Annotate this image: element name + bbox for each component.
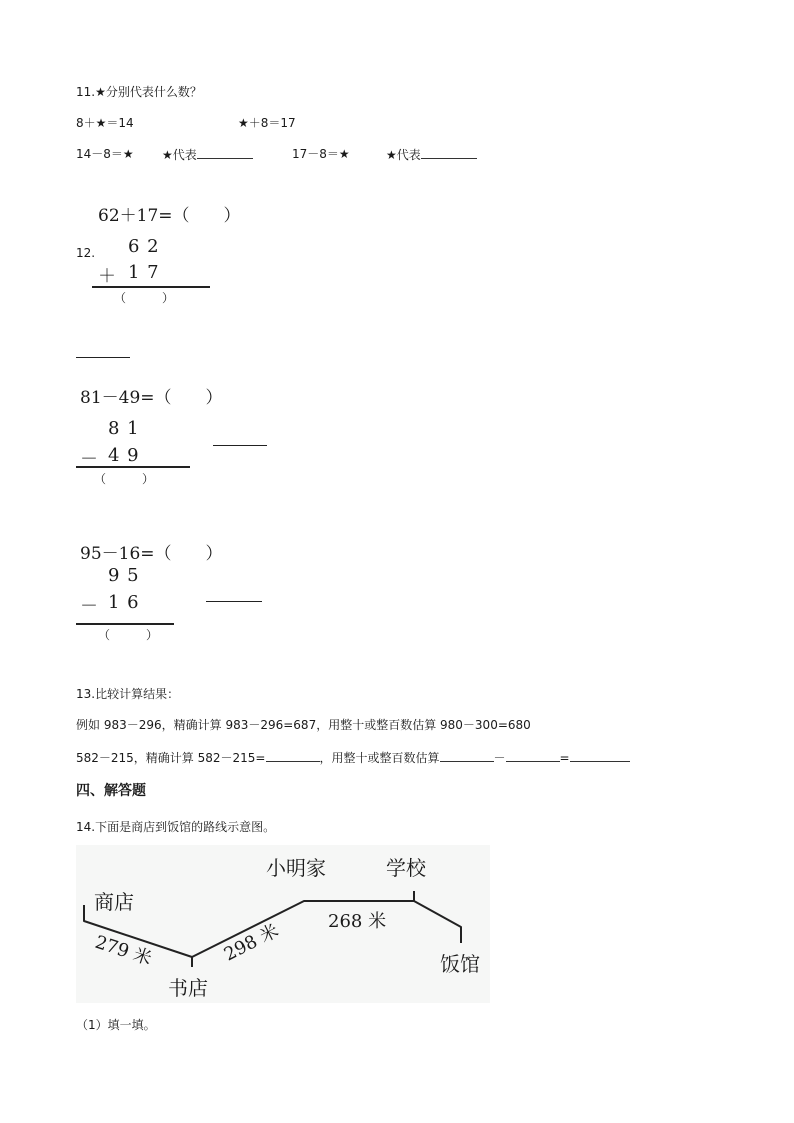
q13-exact-blank[interactable] xyxy=(266,749,320,762)
route-map-drawing xyxy=(76,845,490,1003)
q12c-operator: － xyxy=(80,596,99,617)
q12b-result-bracket: （ ） xyxy=(94,472,155,486)
q12a-operator: ＋ xyxy=(98,266,117,287)
q11-title: 11.★分别代表什么数？ xyxy=(76,85,202,99)
q11-eq3: 14－8＝★ xyxy=(76,147,134,161)
q13-estimate-result-blank[interactable] xyxy=(570,749,630,762)
distance-bookstore-home: 298 米 xyxy=(220,920,283,966)
q13-minus-sign: － xyxy=(493,751,506,765)
q12a-expression: 62＋17=（ ） xyxy=(98,206,241,226)
q12a-bottom-digits: 1 7 xyxy=(128,262,160,283)
q12b-expression: 81－49=（ ） xyxy=(80,388,223,408)
q13-exercise-text-b: ，用整十或整百数估算 xyxy=(319,751,440,765)
q11-eq3-label: ★代表 xyxy=(162,148,197,162)
q12a-answer-blank[interactable] xyxy=(76,357,130,358)
q12c-difference-line xyxy=(76,623,174,625)
shop-label: 商店 xyxy=(94,890,134,914)
q12a-result-bracket: （ ） xyxy=(114,291,175,305)
q13-estimate-blank-1[interactable] xyxy=(440,749,494,762)
q12c-expression: 95－16=（ ） xyxy=(80,544,223,564)
distance-shop-bookstore: 279 米 xyxy=(92,931,155,970)
route-map xyxy=(76,845,490,1003)
q11-eq4-blank[interactable] xyxy=(421,146,477,159)
q11-eq1: 8＋★＝14 xyxy=(76,116,134,130)
q12b-answer-blank[interactable] xyxy=(213,445,267,446)
q12-number: 12. xyxy=(76,246,96,260)
distance-home-school: 268 米 xyxy=(328,911,387,932)
q13-title: 13.比较计算结果： xyxy=(76,687,180,701)
q13-equals-sign: = xyxy=(559,751,570,765)
q13-exercise-text-a: 582－215，精确计算 582－215= xyxy=(76,751,266,765)
q13-example: 例如 983－296，精确计算 983－296=687，用整十或整百数估算 980－300=680 xyxy=(76,718,531,732)
q12c-result-bracket: （ ） xyxy=(98,628,159,642)
q11-eq4: 17－8＝★ xyxy=(292,147,350,161)
q11-eq3-blank[interactable] xyxy=(197,146,253,159)
q14-sub1: （1）填一填。 xyxy=(76,1018,156,1032)
school-label: 学校 xyxy=(386,856,426,880)
q12c-bottom-digits: 1 6 xyxy=(108,592,140,613)
q12b-difference-line xyxy=(76,466,190,468)
q12b-top-digits: 8 1 xyxy=(108,418,140,439)
q14-title: 14.下面是商店到饭馆的路线示意图。 xyxy=(76,820,276,834)
q12c-answer-blank[interactable] xyxy=(206,601,262,602)
q11-eq4-label: ★代表 xyxy=(386,148,421,162)
q11-eq3-answer xyxy=(162,146,253,163)
restaurant-label: 饭馆 xyxy=(440,952,480,976)
q12b-operator: － xyxy=(80,449,99,470)
bookstore-label: 书店 xyxy=(168,976,208,1000)
q12c-top-digits: 9 5 xyxy=(108,565,140,586)
section-4-heading: 四、解答题 xyxy=(76,783,146,799)
q12a-top-digits: 6 2 xyxy=(128,236,160,257)
q12a-sum-line xyxy=(92,286,210,288)
q11-eq4-answer xyxy=(386,146,477,163)
xiaoming-home-label: 小明家 xyxy=(266,856,326,880)
q13-estimate-blank-2[interactable] xyxy=(506,749,560,762)
q11-eq2: ★＋8＝17 xyxy=(238,116,296,130)
q13-exercise-line xyxy=(76,749,630,766)
q12b-bottom-digits: 4 9 xyxy=(108,445,140,466)
